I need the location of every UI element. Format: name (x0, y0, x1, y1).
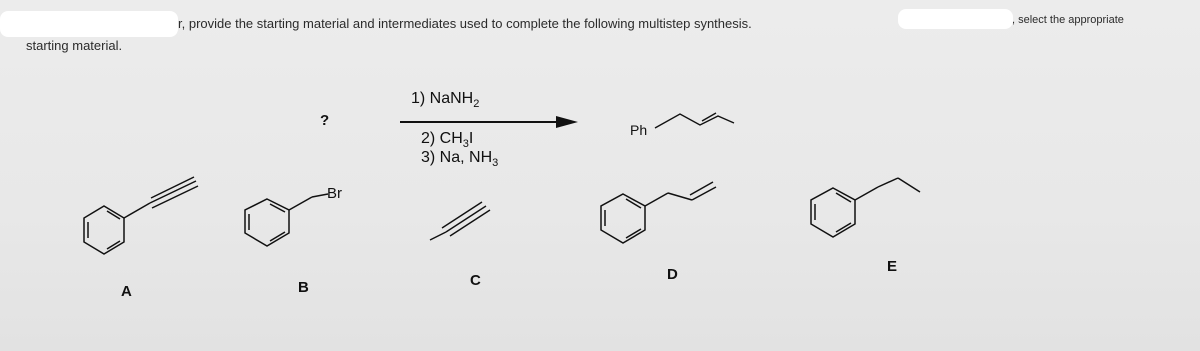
question-prompt: r, provide the starting material and intermediates used to complete the following multistep synthesis. (178, 16, 752, 31)
option-c-structure[interactable] (430, 202, 490, 240)
reagent-step-2-sub: 3 (462, 138, 469, 151)
question-prompt-tail: , select the appropriate (1012, 14, 1124, 26)
option-c-label[interactable]: C (470, 272, 481, 289)
reagent-step-2-suffix: I (468, 130, 474, 147)
reagent-step-1-sub: 2 (473, 98, 480, 111)
starting-material-label: starting material. (26, 38, 123, 53)
unknown-starting-material: ? (320, 112, 330, 129)
reagent-step-3-sub: 3 (492, 157, 499, 170)
option-e-structure[interactable] (811, 178, 920, 237)
option-b-structure[interactable] (245, 194, 328, 246)
option-a-structure[interactable] (84, 177, 198, 254)
option-e-label[interactable]: E (887, 258, 898, 275)
product-phenyl-label: Ph (630, 122, 648, 138)
reagent-step-1-text: 1) NaNH (411, 90, 474, 107)
option-b-bromine-label: Br (327, 185, 342, 202)
reaction-arrow (400, 116, 578, 128)
option-b-label[interactable]: B (298, 279, 309, 296)
reagent-step-3-text: 3) Na, NH (421, 149, 493, 166)
option-d-label[interactable]: D (667, 266, 678, 283)
option-d-structure[interactable] (601, 182, 716, 243)
product-structure (655, 113, 734, 128)
reagent-step-2-text: 2) CH (421, 130, 463, 147)
option-a-label[interactable]: A (121, 283, 132, 300)
